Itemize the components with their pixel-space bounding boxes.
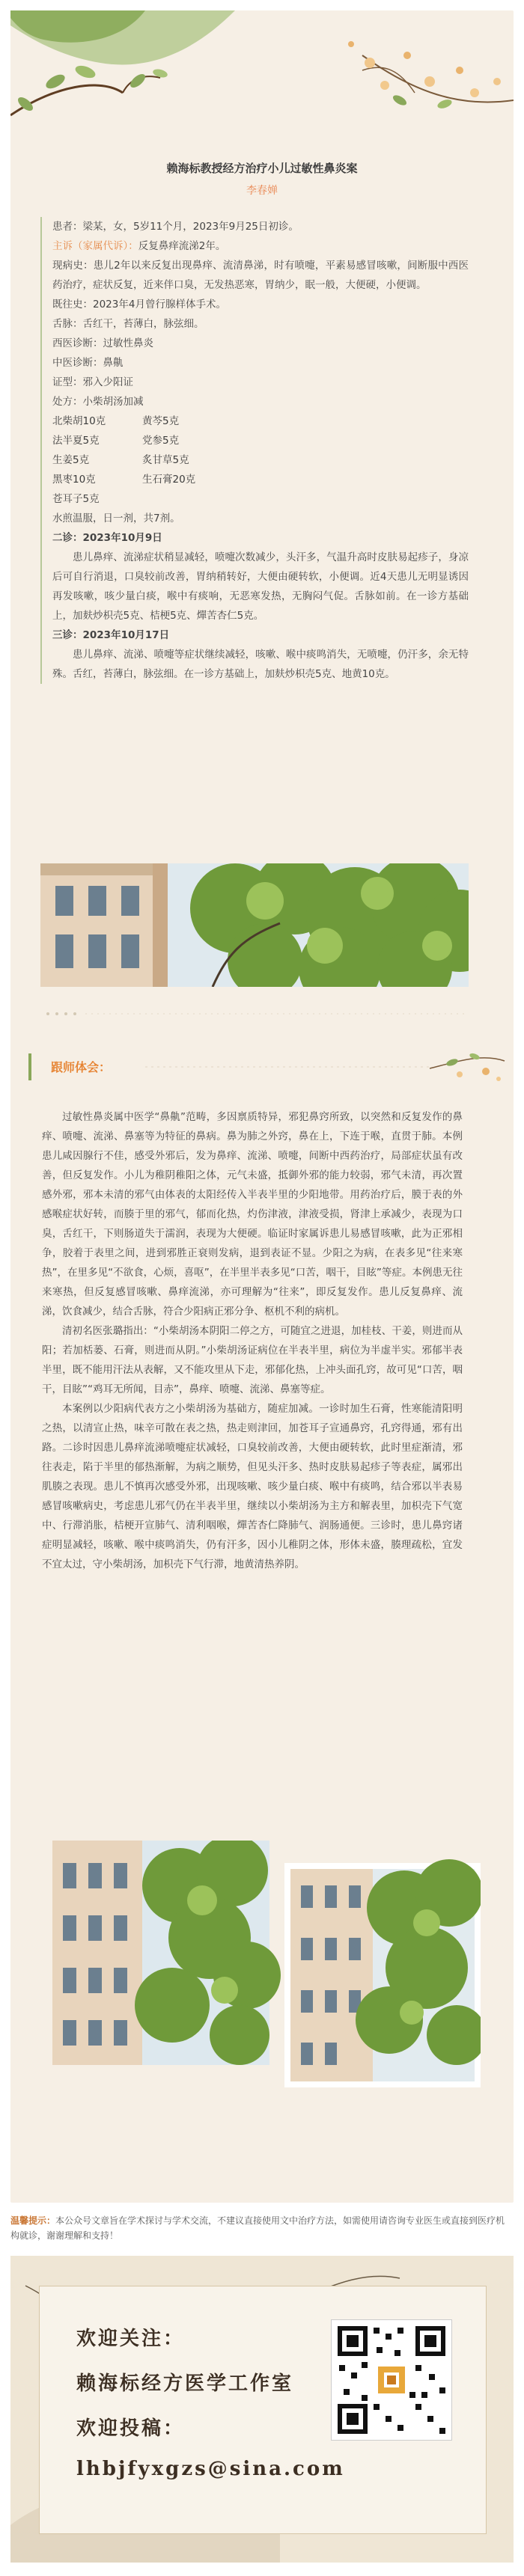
- decoction-instruction: 水煎温服，日一剂，共7剂。: [52, 513, 180, 524]
- visit2-text: 患儿鼻痒、流涕症状稍显减轻，喷嚏次数减少，头汗多，气温升高时皮肤易起疹子，身凉后可自行消退，口臭较前改善，胃纳稍转好，大便由硬转软，小便调。近4天患儿无明显诱因再发咳嗽，咳少量白痰，喉中有痰响，无恶寒发热，无胸闷气促。舌脉如前。在一诊方基础上，加麸炒枳壳5克、桔梗5克、燀苦杏仁5克。: [52, 551, 469, 622]
- tongue-pulse: 舌脉：舌红干，苔薄白，脉弦细。: [52, 318, 204, 330]
- herb-item: 法半夏5克: [52, 435, 100, 447]
- past-history: 既往史：2023年4月曾行腺样体手术。: [52, 299, 226, 310]
- article-title: 赖海标教授经方治疗小儿过敏性鼻炎案: [166, 162, 358, 175]
- footer-banner: [10, 2256, 514, 2563]
- experience-label: 跟师体会：: [51, 1060, 112, 1074]
- herb-item: 苍耳子5克: [52, 493, 100, 505]
- dotted-divider: [40, 1010, 469, 1018]
- syndrome-type: 证型：邪入少阳证: [52, 376, 133, 388]
- submission-email[interactable]: lhbjfyxgzs@sina.com: [76, 2458, 345, 2480]
- tcm-diagnosis: 中医诊断：鼻鼽: [52, 357, 124, 369]
- complaint-text: 反复鼻痒流涕2年。: [138, 240, 226, 252]
- herb-item: 生姜5克: [52, 454, 90, 466]
- qr-code[interactable]: [331, 2319, 452, 2441]
- building-tree-photo: [40, 863, 469, 987]
- herb-list: [52, 412, 469, 489]
- herb-item: 北柴胡10克: [52, 415, 106, 427]
- submission-label: 欢迎投稿：: [76, 2417, 186, 2440]
- studio-name: 赖海标经方医学工作室: [76, 2372, 294, 2395]
- follow-label: 欢迎关注：: [76, 2328, 186, 2350]
- experience-body: [42, 1107, 463, 1574]
- disclaimer-text: 本公众号文章旨在学术探讨与学术交流，不建议直接使用文中治疗方法，如需使用请咨询专业医生或直接到医疗机构就诊，谢谢理解和支持！: [10, 2215, 505, 2241]
- visit3-title: 三诊：2023年10月17日: [52, 629, 170, 641]
- herb-item: 生石膏20克: [142, 474, 196, 486]
- herb-item: 炙甘草5克: [142, 454, 189, 466]
- disclaimer-label: 温馨提示：: [10, 2215, 56, 2226]
- case-record: [40, 217, 469, 684]
- experience-paragraph: 清初名医张璐指出：“小柴胡汤本阴阳二停之方，可随宜之进退，加桂枝、干姜，则进而从阳；若加栝蒌、石膏，则进而从阴。”小柴胡汤证病位在半表半里，病位为半虚半实。邪郁半表半里，既不能用汗法从表解，又不能攻里从下走，邪郁化热，上冲头面孔窍，故可见“口苦，咽干，目眩”“鸡耳无所闻，目赤”，鼻痒、喷嚏、流涕、鼻塞等症。: [42, 1325, 463, 1395]
- patient-info: 患者：梁某，女，5岁11个月，2023年9月25日初诊。: [52, 221, 299, 233]
- chief-complaint: [52, 236, 469, 256]
- building-photo-collage: [52, 1841, 481, 2087]
- herb-item: 黄芩5克: [142, 415, 180, 427]
- experience-paragraph: 本案例以少阳病代表方之小柴胡汤为基础方，随症加减。一诊时加生石膏，性寒能清阳明之热，以清宣止热，味辛可散在表之热，热走则津回，加苍耳子宣通鼻窍，孔窍得通，邪有出路。二诊时因患儿鼻痒流涕喷嚏症状减轻，口臭较前改善，大便由硬转软，此时里症渐清，邪往表走，陷于半里的郁热渐解，为病之顺势，但见头汗多、热时皮肤易起疹子等表症，属邪出肌腠之表现。患儿不慎再次感受外邪，出现咳嗽、咳少量白痰、喉中有痰鸣，结合邪以半表易感冒咳嗽病史，考虑患儿邪气仍在半表半里，继续以小柴胡汤为主方和解表里，加枳壳下气宽中、行滞消胀，桔梗开宣肺气、清利咽喉，燀苦杏仁降肺气、润肠通便。三诊时，患儿鼻窍诸症明显减轻，咳嗽、喉中痰鸣消失，仍有汗多，因小儿稚阴之体，形体未盛，腠理疏松，宜发不宜太过，守小柴胡汤，加枳壳下气行滞，地黄清热养阴。: [42, 1403, 463, 1570]
- experience-paragraph: 过敏性鼻炎属中医学“鼻鼽”范畴，多因禀质特异，邪犯鼻窍所致，以突然和反复发作的鼻痒、喷嚏、流涕、鼻塞等为特征的鼻病。鼻为肺之外窍，鼻在上，下连于喉，直贯于肺。本例患儿咸因腺行不佳，感受外邪后，发为鼻痒、流涕、喷嚏，间断中西药治疗，局部症状虽有改善，但反复发作。小儿为稚阴稚阳之体，元气未盛，抵御外邪的能力较弱，邪气未清，再次置感外邪，邪本未清的邪气由体表的太阳经传入半表半里的少阳地带。用药治疗后，膜于表的外感喉症状好转，而腠于里的邪气，郁而化热，灼伤津液，津液受损，肾津上承减少，表现为口臭，舌红干，下则肠道失于濡润，表现为大便硬。临证时家属诉患儿易感冒咳嗽，此为正邪相争，胶着于表里之间，进到邪胜正衰则发病，退到表证不显。少阳之为病，在表多见“往来寒热”，在里多见“不欲食，心烦，喜呕”，在半里半表多见“口苦，咽干，目眩”等症。本例患无往来寒热，但反复感冒咳嗽、鼻痒流涕，亦可理解为“往来”，即反复发作。患儿反复鼻痒、流涕，饮食减少，结合舌脉，符合少阳病正邪分争、枢机不利的病机。: [42, 1111, 463, 1318]
- disclaimer-notice: [10, 2213, 514, 2243]
- prescription: 处方：小柴胡汤加减: [52, 396, 144, 408]
- article-author: 李春婵: [246, 185, 278, 197]
- herb-item: 党参5克: [142, 435, 180, 447]
- herb-item: 黑枣10克: [52, 474, 96, 486]
- present-history: 现病史：患儿2年以来反复出现鼻痒、流清鼻涕，时有喷嚏，平素易感冒咳嗽，间断服中西医药治疗，症状反复，近来伴口臭，无发热恶寒，胃纳少，眠一般，大便硬，小便调。: [52, 260, 469, 291]
- complaint-label: 主诉（家属代诉）：: [52, 240, 138, 252]
- western-diagnosis: 西医诊断：过敏性鼻炎: [52, 337, 153, 349]
- header-branch-decoration: [10, 10, 514, 160]
- visit2-title: 二诊：2023年10月9日: [52, 532, 162, 544]
- visit3-text: 患儿鼻痒、流涕、喷嚏等症状继续减轻，咳嗽、喉中痰鸣消失，无喷嚏，仍汗多，余无特殊。舌红，苔薄白，脉弦细。在一诊方基础上，加麸炒枳壳5克、地黄10克。: [52, 649, 469, 680]
